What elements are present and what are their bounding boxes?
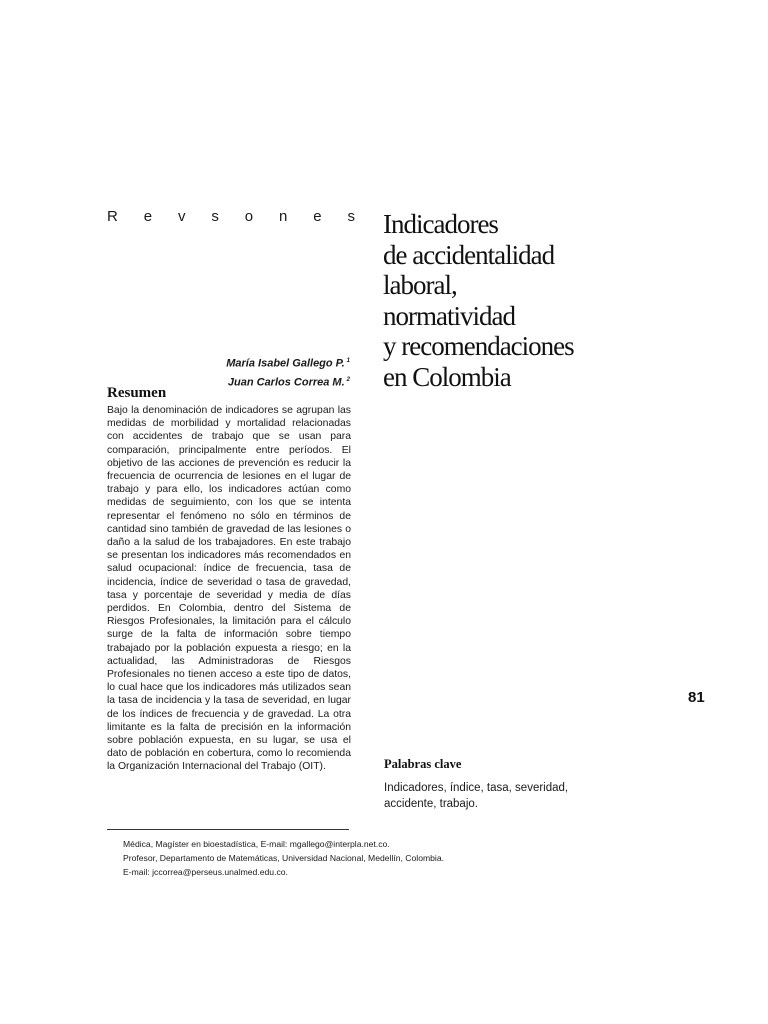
section-label-letter: e (313, 208, 322, 225)
author-footnote-mark: 2 (346, 376, 350, 383)
section-label-letter: s (347, 208, 355, 225)
footnote: Médica, Magíster en bioestadística, E-mail: mgallego@interpla.net.co. (123, 839, 390, 849)
section-label (107, 208, 355, 225)
author-footnote-mark: 1 (346, 358, 350, 364)
section-label-letter: R (107, 208, 118, 225)
section-label-letter: o (244, 208, 254, 225)
author (150, 353, 350, 372)
author-name: Juan Carlos Correa M. (227, 376, 345, 389)
author-list (150, 353, 350, 390)
keywords-text: Indicadores, índice, tasa, severidad, accidente, trabajo. (384, 782, 569, 810)
author (150, 372, 350, 391)
abstract-text: Bajo la denominación de indicadores se agrupan las medidas de morbilidad y mortalidad relacionadas con accidentes de trabajo que se usan para comparación, principalmente entre períodos. El objetivo de las acciones de prevención es reducir la frecuencia de ocurrencia de lesiones en el lugar de trabajo y para ello, los indicadores actúan como medidas de seguimiento, con los que se intenta representar el fenómeno no sólo en términos de cantidad sino también de gravedad de las lesiones o daño a la salud de los trabajadores. En este trabajo se presentan los indicadores más recomendados en salud ocupacional: índice de frecuencia, tasa de incidencia, índice de severidad o tasa de gravedad, tasa y porcentaje de severidad y media de días perdidos. En Colombia, dentro del Sistema de Riesgos Profesionales, la limitación para el cálculo surge de la falta de información sobre tiempo trabajado por la población expuesta a riesgo; en la actualidad, las Administradoras de Riesgos Profesionales no tienen acceso a este tipo de datos, lo cual hace que los indicadores más utilizados sean la tasa de incidencia y la tasa de severidad, en lugar de los índices de frecuencia y de gravedad. La otra limitante es la falta de precisión en la información sobre población expuesta, en su lugar, se usa el dato de población en cobertura, como lo recomienda la Organización Internacional del Trabajo (OIT). (107, 405, 351, 773)
title-line: normatividad (383, 300, 515, 331)
section-label-letter: e (143, 208, 153, 225)
section-label-letter: n (278, 208, 288, 225)
page-number: 81 (688, 689, 705, 706)
title-line: de accidentalidad (383, 239, 555, 270)
footnote: E-mail: jccorrea@perseus.unalmed.edu.co. (123, 867, 288, 877)
section-label-letter: v (177, 208, 186, 225)
author-name: María Isabel Gallego P. (226, 357, 345, 370)
title-line: y recomendaciones (383, 331, 574, 361)
footnotes (123, 837, 623, 879)
footnote: Profesor, Departamento de Matemáticas, Universidad Nacional, Medellín, Colombia. (123, 853, 444, 863)
footnote-divider (107, 829, 349, 830)
title-line: laboral, (383, 270, 457, 300)
article-title (383, 209, 683, 392)
title-line: Indicadores (383, 209, 498, 239)
title-line: en Colombia (383, 361, 511, 392)
abstract-heading: Resumen (107, 385, 167, 401)
keywords-heading: Palabras clave (384, 757, 462, 771)
section-label-letter: s (211, 208, 219, 225)
